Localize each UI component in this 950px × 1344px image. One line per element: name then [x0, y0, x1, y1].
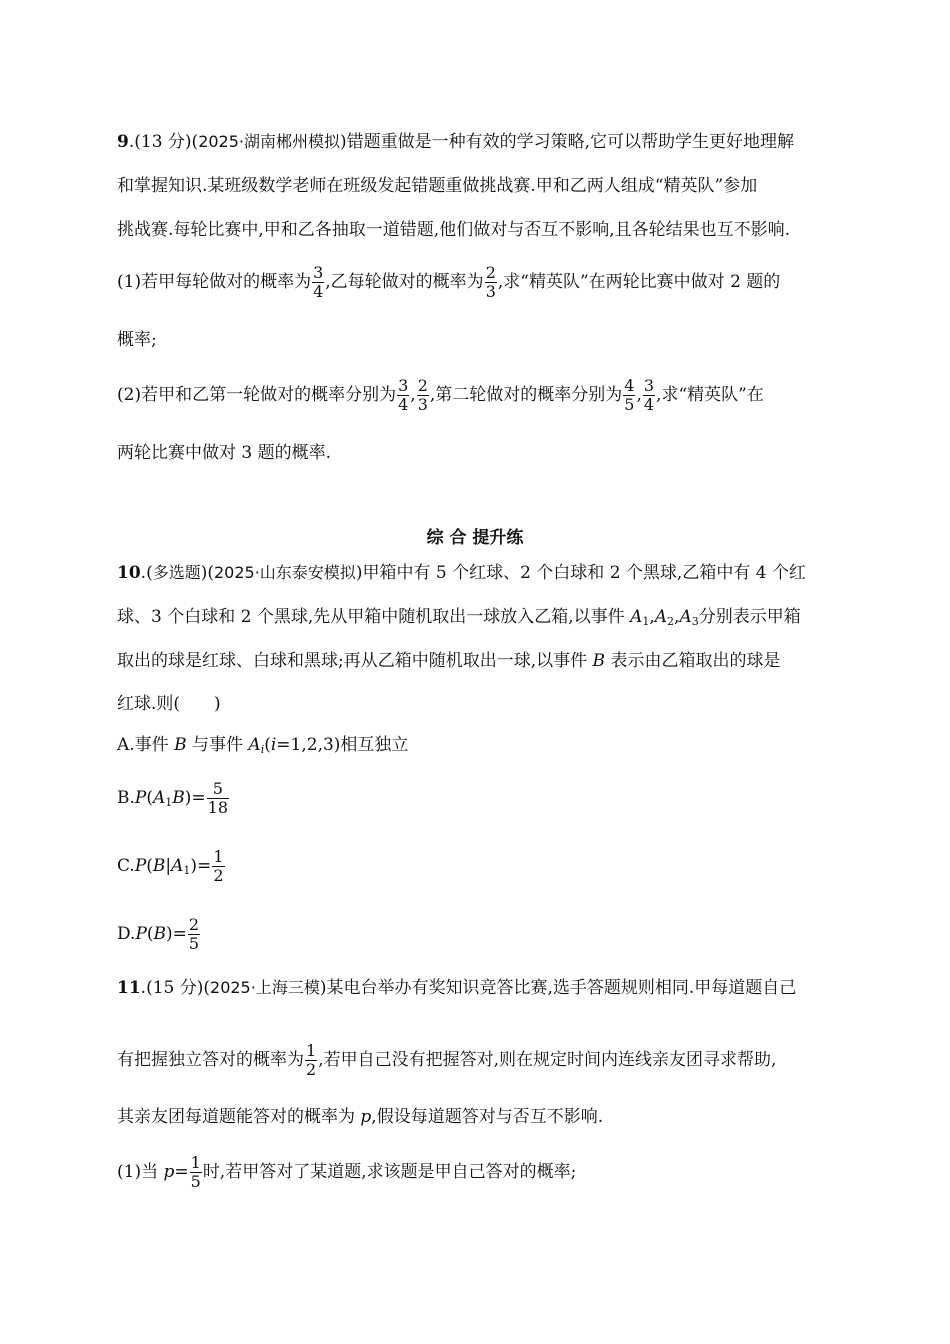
q9-line-2: 和掌握知识.某班级数学老师在班级发起错题重做挑战赛.甲和乙两人组成“精英队”参加: [117, 176, 758, 196]
q9-part-2: (2)若甲和乙第一轮做对的概率分别为 $\frac{3}{4}$ , $\frac{2}{3}$ ,第二轮做对的概率分别为 $\frac{4}{5}$ , $\frac{3}{4}$ ,求“精英队”在: [117, 376, 764, 414]
q11-number: 11: [117, 978, 141, 998]
q10-line-4: 红球.则( ): [117, 694, 221, 714]
fraction: $\frac{1}{2}$: [306, 1041, 317, 1079]
q11-line-2: 有把握独立答对的概率为 $\frac{1}{2}$ ,若甲自己没有把握答对,则在规定时间内连线亲友团寻求帮助,: [117, 1041, 777, 1079]
q10-number: 10: [117, 563, 141, 583]
fraction: $\frac{2}{5}$: [188, 915, 200, 953]
q11-line-1: 11.(15 分)(2025·上海三模)某电台举办有奖知识竞答比赛,选手答题规则相同.甲每道题自己: [117, 978, 797, 998]
fraction: $\frac{1}{2}$: [213, 847, 224, 885]
q11-part-1: (1)当 p= $\frac{1}{5}$ 时,若甲答对了某道题,求该题是甲自己答对的概率;: [117, 1153, 577, 1191]
q10-line-2: 球、3 个白球和 2 个黑球,先从甲箱中随机取出一球放入乙箱,以事件 $A_1,A_2,A_3$分别表示甲箱: [117, 607, 801, 628]
q10-option-d: D.P(B)= $\frac{2}{5}$: [117, 915, 200, 953]
q10-tag: 多选题: [152, 563, 201, 582]
fraction: $\frac{3}{4}$: [398, 376, 409, 414]
fraction: $\frac{5}{18}$: [207, 779, 229, 817]
q9-number: 9: [117, 132, 129, 152]
fraction: $\frac{3}{4}$: [643, 376, 655, 414]
section-title: 综 合 提升练: [426, 528, 524, 548]
fraction: $\frac{3}{4}$: [313, 263, 324, 301]
q10-option-a: A.事件 B 与事件 $A_i(i=1,2,3)$相互独立: [117, 735, 409, 756]
fraction: $\frac{1}{5}$: [190, 1153, 201, 1191]
fraction: $\frac{2}{3}$: [485, 263, 496, 301]
q9-part-1: (1)若甲每轮做对的概率为 $\frac{3}{4}$ ,乙每轮做对的概率为 $\frac{2}{3}$ ,求“精英队”在两轮比赛中做对 2 题的: [117, 263, 781, 301]
fraction: $\frac{2}{3}$: [417, 376, 428, 414]
q10-option-b: $B.P(A_1B)=$ $\frac{5}{18}$: [117, 779, 229, 817]
q10-line-3: 取出的球是红球、白球和黑球;再从乙箱中随机取出一球,以事件 B 表示由乙箱取出的球是: [117, 651, 781, 671]
q9-line-1: 9.(13 分)(2025·湖南郴州模拟)错题重做是一种有效的学习策略,它可以帮助学生更好地理解: [117, 132, 795, 152]
q11-source: 2025·上海三模: [210, 978, 320, 997]
q11-line-3: 其亲友团每道题能答对的概率为 p,假设每道题答对与否互不影响.: [117, 1107, 604, 1127]
q10-line-1: 10.(多选题)(2025·山东泰安模拟)甲箱中有 5 个红球、2 个白球和 2 个黑球,乙箱中有 4 个红: [117, 563, 806, 583]
fraction: $\frac{4}{5}$: [624, 376, 635, 414]
q9-source: 2025·湖南郴州模拟: [198, 132, 340, 151]
q9-part-2-cont: 两轮比赛中做对 3 题的概率.: [117, 443, 332, 463]
q10-source: 2025·山东泰安模拟: [214, 563, 356, 582]
q9-part-1-cont: 概率;: [117, 330, 157, 350]
q9-line-3: 挑战赛.每轮比赛中,甲和乙各抽取一道错题,他们做对与否互不影响,且各轮结果也互不影响.: [117, 220, 791, 240]
q10-option-c: $C.P(B|A_1)=$ $\frac{1}{2}$: [117, 847, 224, 885]
